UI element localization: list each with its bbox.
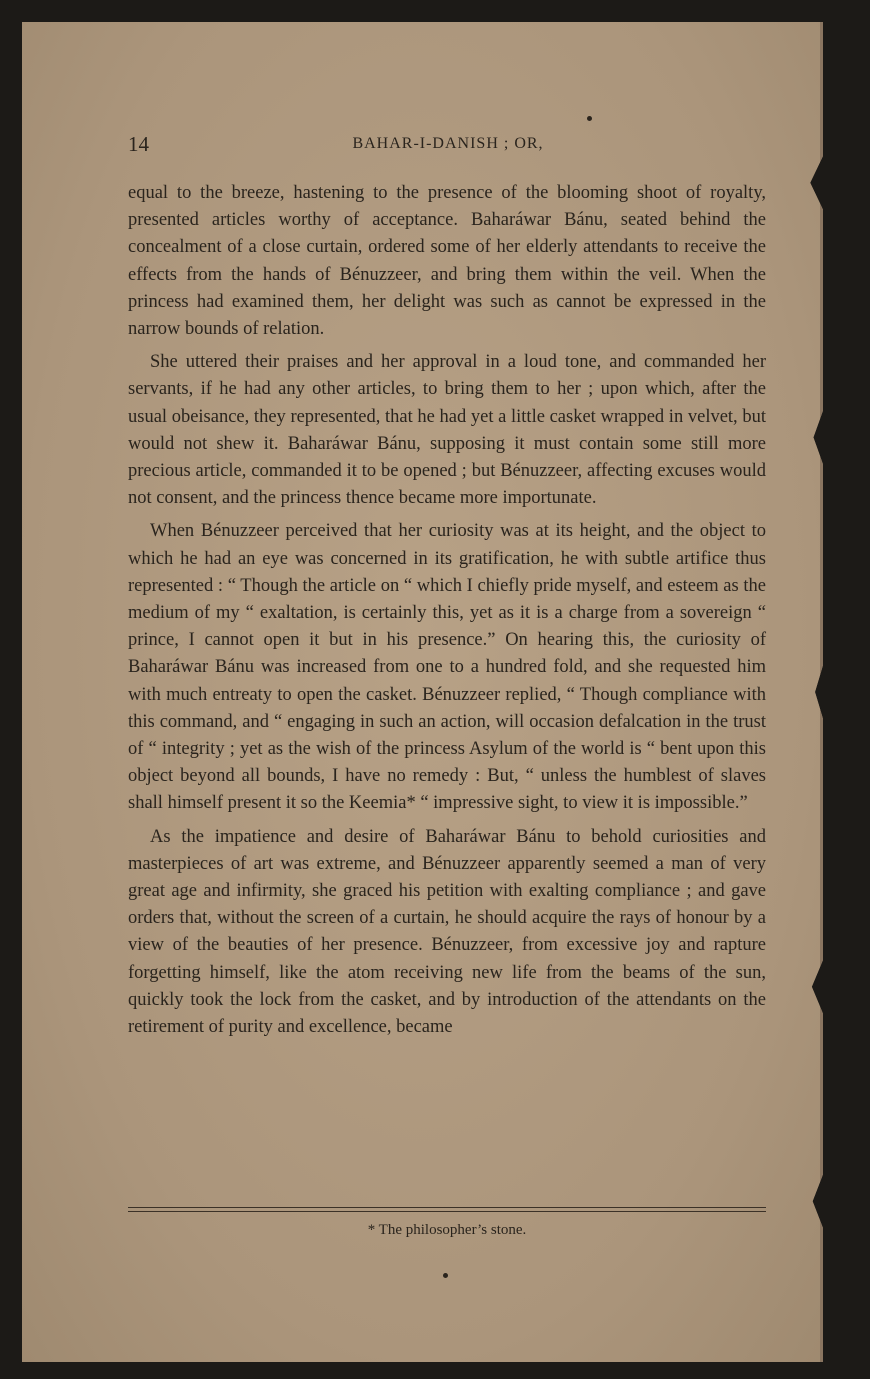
running-title: BAHAR-I-DANISH ; OR, [352,135,544,152]
paragraph: She uttered their praises and her approval in a loud tone, and commanded her servants, if he had any other articles, to bring them to her ; upon which, after the usual obeisance, they represented, that he had yet a little casket wrapped in velvet, but would not shew it. Baharáwar Bánu, supposing it must contain some still more precious article, commanded it to be opened ; but Bénuzzeer, affecting excuses would not consent, and the princess thence became more importunate. [128,352,766,509]
paragraph: As the impatience and desire of Baharáwar Bánu to behold curiosities and masterpieces of art was extreme, and Bénuzzeer apparently seemed a man of very great age and infirmity, she graced his petition with exalting compliance ; and gave orders that, without the screen of a curtain, he should acquire the rays of honour by a view of the beauties of her presence. Bénuzzeer, from excessive joy and rapture forgetting himself, like the atom receiving new life from the beams of the sun, quickly took the lock from the casket, and by introduction of the attendants on the retirement of purity and excellence, became [128,826,766,1038]
footnote: * The philosopher’s stone. [367,1222,527,1238]
page-header [128,132,768,156]
footnote-rule [128,1207,766,1208]
ink-speck [587,116,592,121]
page-number: 14 [128,132,149,156]
body-text [128,180,766,1041]
ink-speck [443,1273,448,1278]
footnote-rule-inner [128,1211,766,1212]
paragraph: When Bénuzzeer perceived that her curiosity was at its height, and the object to which he had an eye was concerned in its gratification, he with subtle artifice thus represented : “ Though the article on “ which I chiefly pride myself, and esteem as the medium of my “ exaltation, is certainly this, yet as it is a charge from a sovereign “ prince, I cannot open it but in his presence.” On hearing this, the curiosity of Baharáwar Bánu was increased from one to a hundred fold, and she requested him with much entreaty to open the casket. Bénuzzeer replied, “ Though compliance with this command, and “ engaging in such an action, will occasion defalcation in the trust of “ integrity ; yet as the wish of the princess Asylum of the world is “ bent upon this object beyond all bounds, I have no remedy : But, “ unless the humblest of slaves shall himself present it so the Keemia* “ impressive sight, to view it is impossible.” [128,521,766,814]
paragraph: equal to the breeze, hastening to the presence of the blooming shoot of royalty, presented articles worthy of acceptance. Baharáwar Bánu, seated behind the concealment of a close curtain, ordered some of her elderly attendants to receive the effects from the hands of Bénuzzeer, and bring them within the veil. When the princess had examined them, her delight was such as cannot be expressed in the narrow bounds of relation. [128,183,766,340]
